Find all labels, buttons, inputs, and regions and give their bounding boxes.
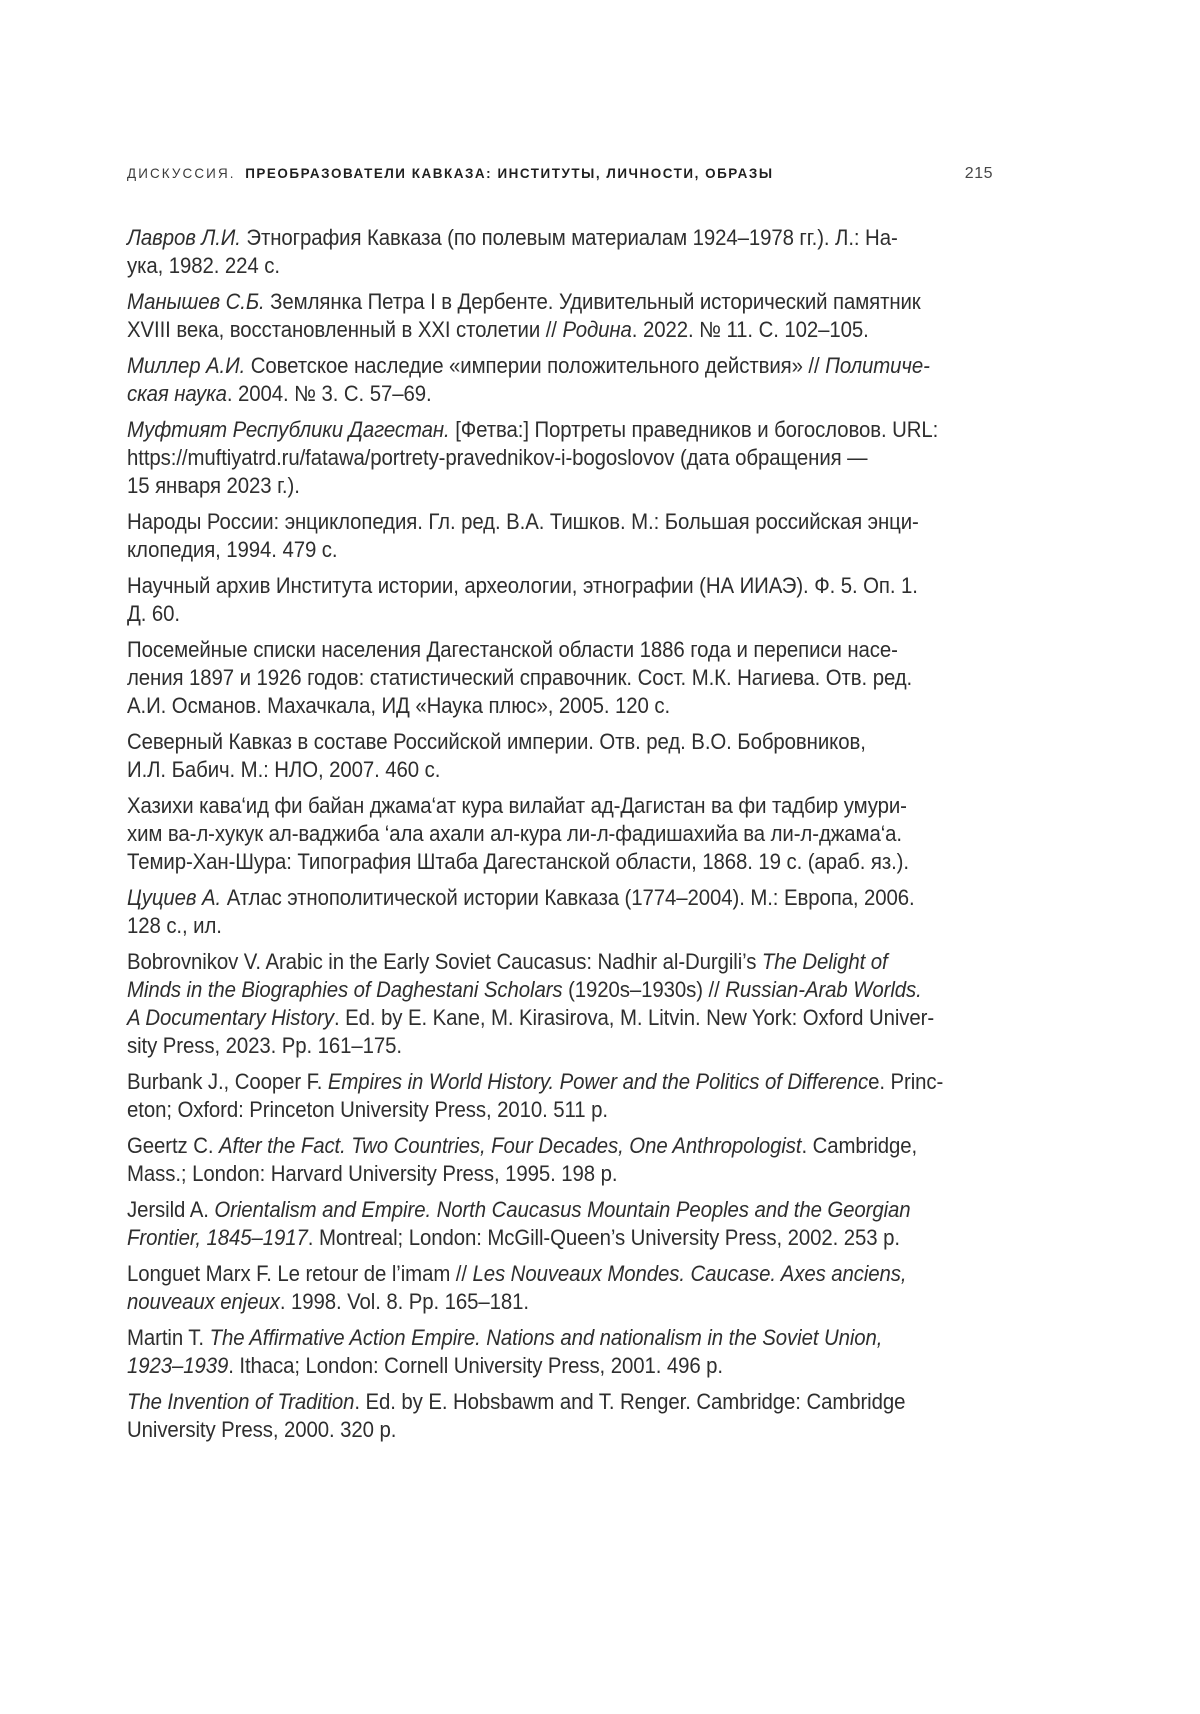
regular-text: Советское наследие «империи положительного действия» // xyxy=(245,353,826,378)
bibliography-entry xyxy=(127,792,935,876)
italic-text: nouveaux enjeux xyxy=(127,1289,280,1314)
entry-line xyxy=(127,848,935,876)
bibliography-entry xyxy=(127,728,935,784)
page-content xyxy=(127,164,993,1452)
entry-line xyxy=(127,1224,935,1252)
regular-text: Темир-Хан-Шура: Типография Штаба Дагестанской области, 1868. 19 с. (араб. яз.). xyxy=(127,849,909,874)
entry-line xyxy=(127,444,935,472)
italic-text: Empires in World History. Power and the Politics of Differenc xyxy=(327,1069,869,1094)
regular-text: Longuet Marx F. Le retour de l’imam // xyxy=(127,1261,473,1286)
bibliography-entry xyxy=(127,224,935,280)
section-label: ДИСКУССИЯ. xyxy=(127,165,236,181)
regular-text: sity Press, 2023. Pp. 161–175. xyxy=(127,1033,402,1058)
regular-text: Mass.; London: Harvard University Press, 1995. 198 p. xyxy=(127,1161,618,1186)
entry-line xyxy=(127,728,935,756)
running-header xyxy=(127,164,993,183)
entry-line xyxy=(127,508,935,536)
regular-text: Землянка Петра I в Дербенте. Удивительный исторический памятник xyxy=(264,289,921,314)
entry-line xyxy=(127,1032,935,1060)
entry-line xyxy=(127,792,935,820)
bibliography-entry xyxy=(127,416,939,500)
italic-text: Les Nouveaux Mondes. Caucase. Axes anciens, xyxy=(472,1261,907,1286)
entry-line xyxy=(127,1388,935,1416)
regular-text: Хазихи кава‘ид фи байан джама‘ат кура вилайат ад-Дагистан ва фи тадбир умури- xyxy=(127,793,907,818)
regular-text: XVIII века, восстановленный в XXI столетии // xyxy=(127,317,563,342)
bibliography-entry xyxy=(127,948,935,1060)
bibliography-entry xyxy=(127,352,935,408)
regular-text: . Ed. by E. Hobsbawm and T. Renger. Cambridge: Cambridge xyxy=(354,1389,906,1414)
bibliography-entry xyxy=(127,1388,935,1444)
entry-line xyxy=(127,1160,935,1188)
italic-text: The Invention of Tradition xyxy=(127,1389,355,1414)
entry-line xyxy=(127,636,935,664)
running-head-text xyxy=(127,164,774,182)
bibliography-entry xyxy=(127,636,935,720)
regular-text: ления 1897 и 1926 годов: статистический справочник. Сост. М.К. Нагиева. Отв. ред. xyxy=(127,665,913,690)
bibliography-entry xyxy=(127,1068,944,1124)
regular-text: . Ithaca; London: Cornell University Press, 2001. 496 p. xyxy=(228,1353,723,1378)
italic-text: Миллер А.И. xyxy=(127,353,246,378)
regular-text: . Cambridge, xyxy=(801,1133,918,1158)
regular-text: Научный архив Института истории, археологии, этнографии (НА ИИАЭ). Ф. 5. Оп. 1. xyxy=(127,573,918,598)
regular-text: И.Л. Бабич. М.: НЛО, 2007. 460 с. xyxy=(127,757,441,782)
regular-text: . 2022. № 11. С. 102–105. xyxy=(631,317,869,342)
bibliography-entry xyxy=(127,884,935,940)
italic-text: A Documentary History xyxy=(127,1005,334,1030)
italic-text: Политиче- xyxy=(825,353,930,378)
entry-line xyxy=(127,1352,935,1380)
entry-line xyxy=(127,948,935,976)
italic-text: 1923–1939 xyxy=(127,1353,229,1378)
italic-text: ская наука xyxy=(127,381,227,406)
entry-line xyxy=(127,352,935,380)
entry-line xyxy=(127,1416,935,1444)
bibliography-entry xyxy=(127,1324,935,1380)
entry-line xyxy=(127,884,935,912)
entry-line xyxy=(127,976,935,1004)
regular-text: А.И. Османов. Махачкала, ИД «Наука плюс», 2005. 120 с. xyxy=(127,693,671,718)
regular-text: хим ва-л-хукук ал-ваджиба ‘ала ахали ал-кура ли-л-фадишахийа ва ли-л-джама‘а. xyxy=(127,821,902,846)
entry-line xyxy=(127,912,935,940)
entry-line xyxy=(127,536,935,564)
italic-text: The Affirmative Action Empire. Nations and nationalism in the Soviet Union, xyxy=(209,1325,883,1350)
regular-text: Geertz C. xyxy=(127,1133,220,1158)
entry-line xyxy=(127,756,935,784)
entry-line xyxy=(127,1288,935,1316)
entry-line xyxy=(127,224,935,252)
regular-text: Martin T. xyxy=(127,1325,210,1350)
regular-text: Народы России: энциклопедия. Гл. ред. В.А. Тишков. М.: Большая российская энци- xyxy=(127,509,919,534)
page-number: 215 xyxy=(964,165,993,182)
entry-line xyxy=(127,1324,935,1352)
regular-text: https://muftiyatrd.ru/fatawa/portrety-pravednikov-i-bogoslovov (дата обращения — xyxy=(127,445,868,470)
entry-line xyxy=(127,692,935,720)
entry-line xyxy=(127,1096,935,1124)
italic-text: Frontier, 1845–1917 xyxy=(127,1225,308,1250)
regular-text: (1920s–1930s) // xyxy=(562,977,726,1002)
regular-text: Посемейные списки населения Дагестанской области 1886 года и переписи насе- xyxy=(127,637,898,662)
regular-text: . Ed. by E. Kane, M. Kirasirova, M. Litvin. New York: Oxford Univer- xyxy=(333,1005,935,1030)
entry-line xyxy=(127,1260,935,1288)
regular-text: Атлас этнополитической истории Кавказа (1774–2004). М.: Европа, 2006. xyxy=(221,885,915,910)
regular-text: . Montreal; London: McGill-Queen’s University Press, 2002. 253 p. xyxy=(307,1225,900,1250)
regular-text: Bobrovnikov V. Arabic in the Early Soviet Caucasus: Nadhir al-Durgili’s xyxy=(127,949,762,974)
regular-text: e. Princ- xyxy=(868,1069,944,1094)
entry-line xyxy=(127,1132,935,1160)
italic-text: Родина xyxy=(562,317,632,342)
bibliography-entry xyxy=(127,1196,935,1252)
entry-line xyxy=(127,600,935,628)
regular-text: Д. 60. xyxy=(127,601,180,626)
entry-line xyxy=(127,316,935,344)
entry-line xyxy=(127,472,935,500)
regular-text: Этнография Кавказа (по полевым материалам 1924–1978 гг.). Л.: На- xyxy=(240,225,898,250)
italic-text: Лавров Л.И. xyxy=(127,225,241,250)
regular-text: Северный Кавказ в составе Российской империи. Отв. ред. В.О. Бобровников, xyxy=(127,729,866,754)
entry-line xyxy=(127,288,935,316)
regular-text: . 1998. Vol. 8. Pp. 165–181. xyxy=(279,1289,529,1314)
regular-text: клопедия, 1994. 479 с. xyxy=(127,537,338,562)
italic-text: After the Fact. Two Countries, Four Decades, One Anthropologist xyxy=(219,1133,802,1158)
italic-text: Муфтият Республики Дагестан. xyxy=(127,417,450,442)
regular-text: Jersild A. xyxy=(127,1197,215,1222)
bibliography-entry xyxy=(127,1132,935,1188)
regular-text: University Press, 2000. 320 p. xyxy=(127,1417,397,1442)
entry-line xyxy=(127,252,935,280)
entry-line xyxy=(127,1196,935,1224)
bibliography-entry xyxy=(127,1260,935,1316)
bibliography-entry xyxy=(127,572,935,628)
bibliography-entry xyxy=(127,508,935,564)
regular-text: 15 января 2023 г.). xyxy=(127,473,300,498)
chapter-title: ПРЕОБРАЗОВАТЕЛИ КАВКАЗА: ИНСТИТУТЫ, ЛИЧНОСТИ, ОБРАЗЫ xyxy=(245,165,774,181)
regular-text: Burbank J., Cooper F. xyxy=(127,1069,328,1094)
regular-text: eton; Oxford: Princeton University Press, 2010. 511 p. xyxy=(127,1097,608,1122)
italic-text: Minds in the Biographies of Daghestani Scholars xyxy=(127,977,563,1002)
italic-text: Russian-Arab Worlds. xyxy=(725,977,922,1002)
italic-text: Манышев С.Б. xyxy=(127,289,265,314)
entry-line xyxy=(127,572,935,600)
regular-text: 128 с., ил. xyxy=(127,913,222,938)
regular-text: [Фетва:] Портреты праведников и богословов. URL: xyxy=(449,417,939,442)
entry-line xyxy=(127,416,939,444)
entry-line xyxy=(127,1068,944,1096)
regular-text: . 2004. № 3. С. 57–69. xyxy=(226,381,432,406)
bibliography xyxy=(127,224,944,1444)
entry-line xyxy=(127,380,935,408)
italic-text: The Delight of xyxy=(761,949,888,974)
italic-text: Orientalism and Empire. North Caucasus Mountain Peoples and the Georgian xyxy=(214,1197,911,1222)
bibliography-entry xyxy=(127,288,935,344)
entry-line xyxy=(127,820,935,848)
entry-line xyxy=(127,664,935,692)
entry-line xyxy=(127,1004,935,1032)
italic-text: Цуциев А. xyxy=(127,885,222,910)
regular-text: ука, 1982. 224 с. xyxy=(127,253,280,278)
